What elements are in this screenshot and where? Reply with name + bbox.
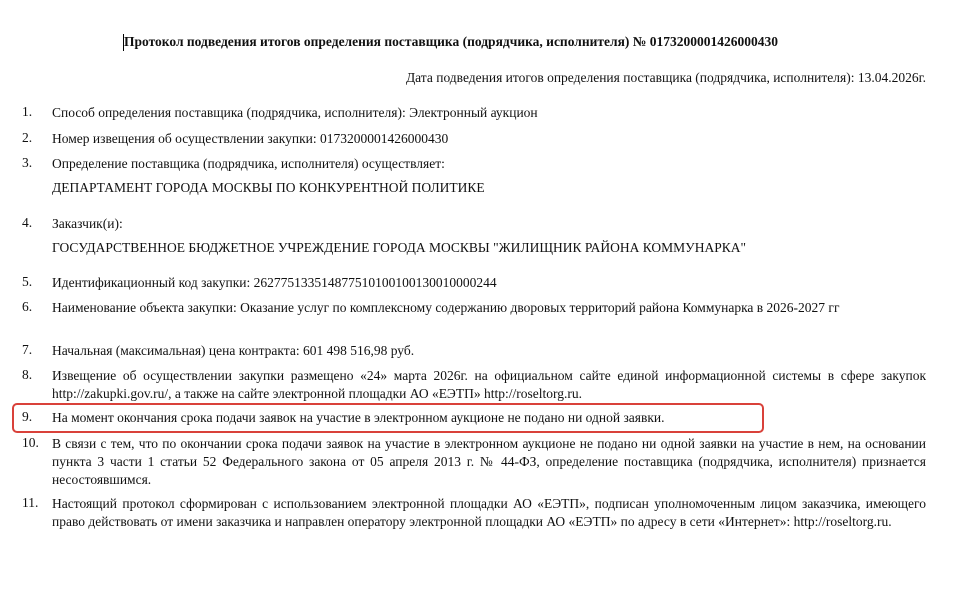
item-text: Определение поставщика (подрядчика, исполнителя) осуществляет:	[52, 156, 445, 171]
item-text: Номер извещения об осуществлении закупки: 0173200001426000430	[52, 131, 449, 146]
item-text: Извещение об осуществлении закупки размещено «24» марта 2026г. на официальном сайте единой информационной системы в сфере закупок http://zakupki.gov.ru/, а также на сайте электронной площадки АО «ЕЭТП» http://roseltorg.ru.	[52, 368, 926, 401]
document-title: Протокол подведения итогов определения поставщика (подрядчика, исполнителя) № 0173200001426000430	[124, 34, 778, 49]
item-text: Настоящий протокол сформирован с использованием электронной площадки АО «ЕЭТП», подписан уполномоченным лицом заказчика, имеющего право действовать от имени заказчика и направлен оператору электронной площадки АО «ЕЭТП» по адресу в сети «Интернет»: http://roseltorg.ru.	[52, 496, 926, 529]
item-text: На момент окончания срока подачи заявок на участие в электронном аукционе не подано ни одной заявки.	[52, 410, 665, 425]
item-number: 1.	[22, 104, 33, 119]
item-number: 5.	[22, 274, 33, 289]
item-number: 11.	[22, 495, 39, 510]
item-text: Начальная (максимальная) цена контракта: 601 498 516,98 руб.	[52, 343, 415, 358]
item-text: Способ определения поставщика (подрядчика, исполнителя): Электронный аукцион	[52, 105, 538, 120]
item-number: 4.	[22, 215, 33, 230]
item-number: 3.	[22, 155, 33, 170]
item-number: 8.	[22, 367, 33, 382]
item-text: Заказчик(и):	[52, 216, 123, 231]
item-text: Наименование объекта закупки: Оказание услуг по комплексному содержанию дворовых территорий района Коммунарка в 2026-2027 гг	[52, 300, 840, 315]
summary-date: Дата подведения итогов определения поставщика (подрядчика, исполнителя): 13.04.2026г.	[405, 70, 926, 85]
item-text: Идентификационный код закупки: 262775133514877510100100130010000244	[52, 275, 497, 290]
item-number: 6.	[22, 299, 33, 314]
item-number: 2.	[22, 130, 33, 145]
item-number: 10.	[22, 435, 39, 450]
item-number: 7.	[22, 342, 33, 357]
item-number: 9.	[22, 409, 33, 424]
item-text: В связи с тем, что по окончании срока подачи заявок на участие в электронном аукционе не подано ни одной заявки на участие в нем, на основании пункта 3 части 1 статьи 52 Федерального закона от 05 апреля 2013 г. № 44-ФЗ, определение поставщика (подрядчика, исполнителя) признается несостоявшимся.	[52, 436, 926, 487]
organizer-name: ДЕПАРТАМЕНТ ГОРОДА МОСКВЫ ПО КОНКУРЕНТНОЙ ПОЛИТИКЕ	[52, 180, 485, 195]
customer-name: ГОСУДАРСТВЕННОЕ БЮДЖЕТНОЕ УЧРЕЖДЕНИЕ ГОРОДА МОСКВЫ "ЖИЛИЩНИК РАЙОНА КОММУНАРКА"	[52, 240, 746, 255]
